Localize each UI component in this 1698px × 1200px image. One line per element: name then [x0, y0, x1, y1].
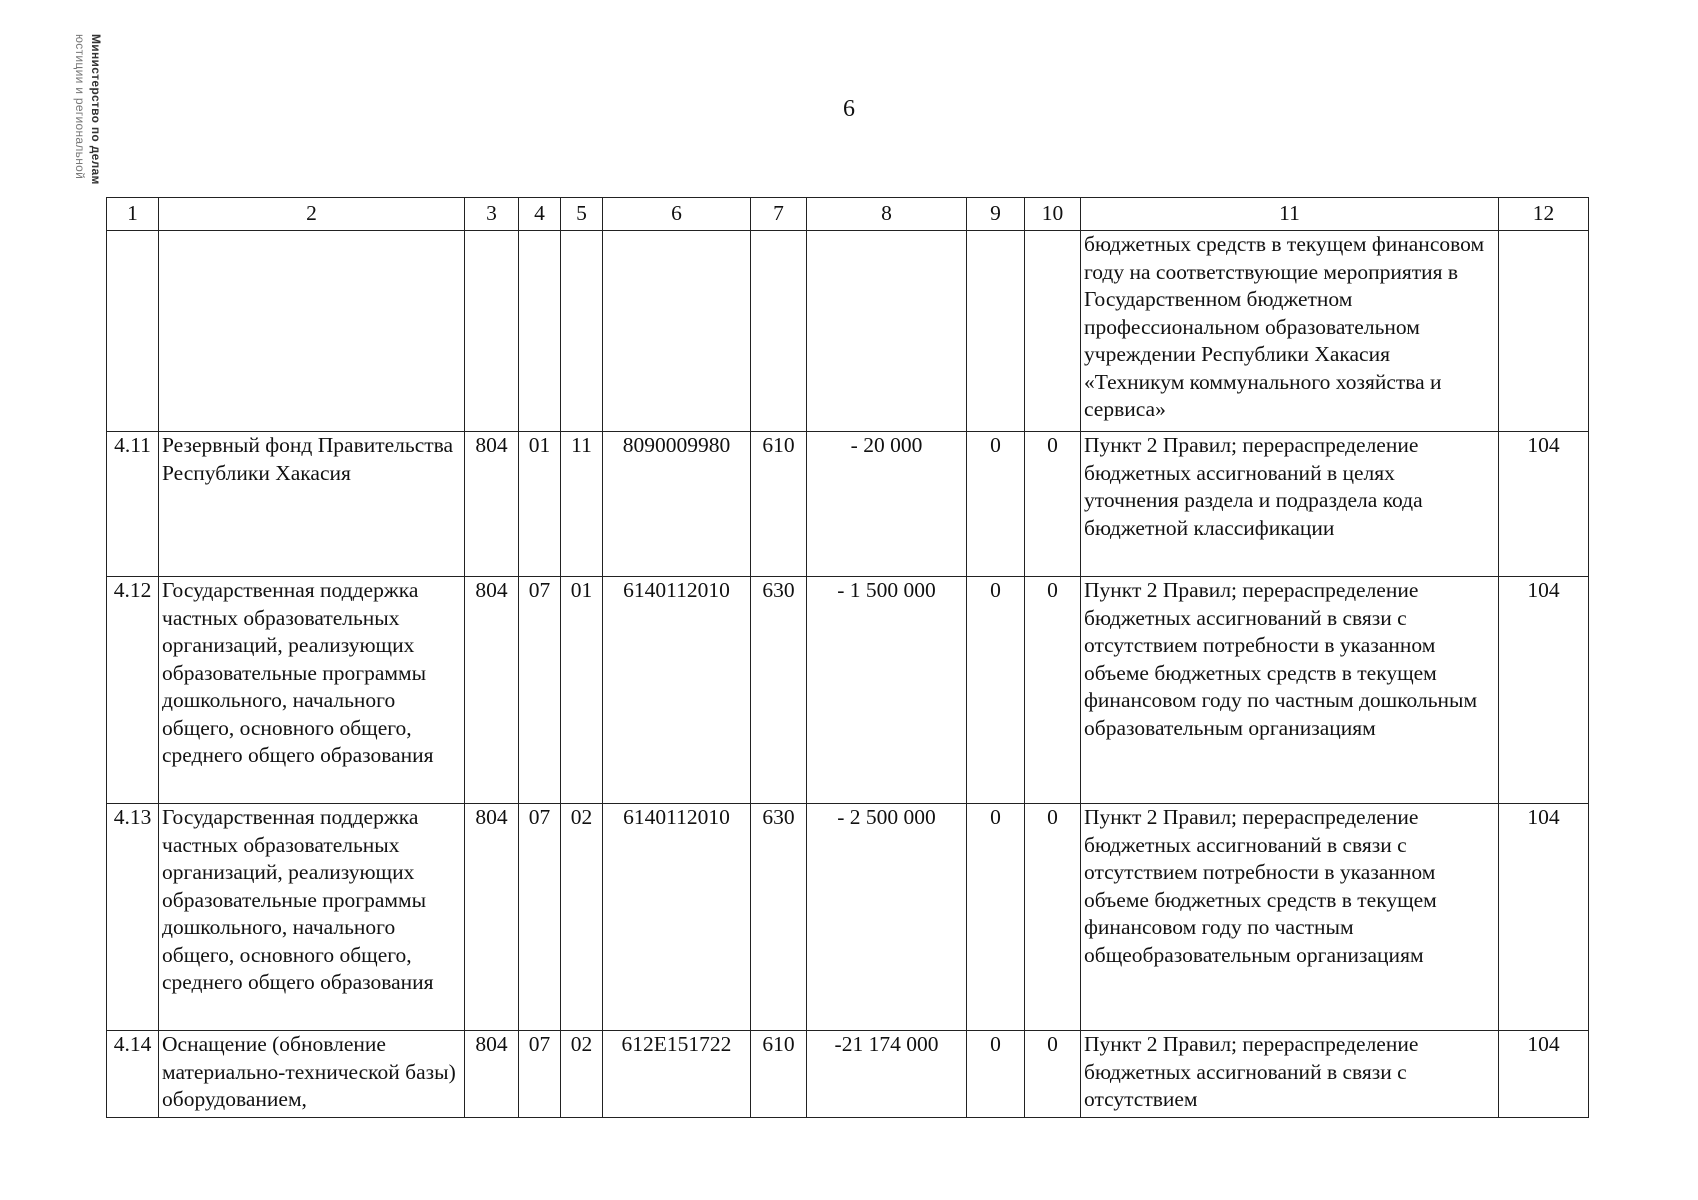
column-header: 9	[967, 198, 1025, 231]
basis-cell: Пункт 2 Правил; перераспределение бюджетных ассигнований в связи с отсутствием потребности в указанном объеме бюджетных средств в текущем финансовом году по частным дошкольным образовательным организациям	[1081, 577, 1499, 804]
amount-cell: 0	[1025, 1031, 1081, 1118]
cell	[107, 231, 159, 432]
table-row	[107, 1031, 1589, 1118]
name-cell: Государственная поддержка частных образовательных организаций, реализующих образовательные программы дошкольного, начального общего, основного общего, среднего общего образования	[159, 804, 465, 1031]
row-number-cell: 4.13	[107, 804, 159, 1031]
table-row	[107, 432, 1589, 577]
table-row	[107, 804, 1589, 1031]
amount-cell: -21 174 000	[807, 1031, 967, 1118]
column-header: 4	[519, 198, 561, 231]
name-cell: Государственная поддержка частных образовательных организаций, реализующих образовательные программы дошкольного, начального общего, основного общего, среднего общего образования	[159, 577, 465, 804]
basis-cell: бюджетных средств в текущем финансовом году на соответствующие мероприятия в Государственном бюджетном профессиональном образовательном учреждении Республики Хакасия «Техникум коммунального хозяйства и сервиса»	[1081, 231, 1499, 432]
code-cell: 11	[561, 432, 603, 577]
column-header: 10	[1025, 198, 1081, 231]
column-header: 5	[561, 198, 603, 231]
cell	[1025, 231, 1081, 432]
cell	[561, 231, 603, 432]
code-cell: 104	[1499, 577, 1589, 804]
code-cell: 630	[751, 804, 807, 1031]
code-cell: 804	[465, 577, 519, 804]
column-header: 11	[1081, 198, 1499, 231]
stamp-line: Министерство по делам	[89, 34, 103, 185]
amount-cell: 0	[1025, 577, 1081, 804]
amount-cell: - 2 500 000	[807, 804, 967, 1031]
amount-cell: 0	[1025, 804, 1081, 1031]
code-cell: 804	[465, 1031, 519, 1118]
code-cell: 612E151722	[603, 1031, 751, 1118]
row-number-cell: 4.12	[107, 577, 159, 804]
cell	[519, 231, 561, 432]
basis-cell: Пункт 2 Правил; перераспределение бюджетных ассигнований в связи с отсутствием	[1081, 1031, 1499, 1118]
basis-cell: Пункт 2 Правил; перераспределение бюджетных ассигнований в целях уточнения раздела и подраздела кода бюджетной классификации	[1081, 432, 1499, 577]
amount-cell: - 20 000	[807, 432, 967, 577]
code-cell: 104	[1499, 1031, 1589, 1118]
cell	[159, 231, 465, 432]
amount-cell: 0	[967, 577, 1025, 804]
code-cell: 8090009980	[603, 432, 751, 577]
code-cell: 610	[751, 1031, 807, 1118]
code-cell: 01	[561, 577, 603, 804]
column-header: 1	[107, 198, 159, 231]
amount-cell: 0	[967, 1031, 1025, 1118]
amount-cell: 0	[967, 432, 1025, 577]
code-cell: 07	[519, 804, 561, 1031]
name-cell: Оснащение (обновление материально-технической базы) оборудованием,	[159, 1031, 465, 1118]
cell	[465, 231, 519, 432]
column-header: 2	[159, 198, 465, 231]
code-cell: 104	[1499, 432, 1589, 577]
table-header-row	[107, 198, 1589, 231]
cell	[751, 231, 807, 432]
code-cell: 07	[519, 577, 561, 804]
code-cell: 804	[465, 804, 519, 1031]
page-number: 6	[843, 96, 855, 122]
code-cell: 804	[465, 432, 519, 577]
column-header: 3	[465, 198, 519, 231]
basis-cell: Пункт 2 Правил; перераспределение бюджетных ассигнований в связи с отсутствием потребности в указанном объеме бюджетных средств в текущем финансовом году по частным общеобразовательным организациям	[1081, 804, 1499, 1031]
budget-table	[106, 197, 1589, 1118]
column-header: 7	[751, 198, 807, 231]
cell	[807, 231, 967, 432]
table-row	[107, 577, 1589, 804]
row-number-cell: 4.14	[107, 1031, 159, 1118]
code-cell: 01	[519, 432, 561, 577]
stamp-line: юстиции и региональной	[73, 34, 87, 180]
amount-cell: 0	[967, 804, 1025, 1031]
code-cell: 6140112010	[603, 577, 751, 804]
code-cell: 07	[519, 1031, 561, 1118]
row-number-cell: 4.11	[107, 432, 159, 577]
column-header: 12	[1499, 198, 1589, 231]
column-header: 6	[603, 198, 751, 231]
column-header: 8	[807, 198, 967, 231]
registration-stamp	[34, 34, 104, 240]
code-cell: 630	[751, 577, 807, 804]
cell	[967, 231, 1025, 432]
amount-cell: - 1 500 000	[807, 577, 967, 804]
amount-cell: 0	[1025, 432, 1081, 577]
cell	[1499, 231, 1589, 432]
table-row-continuation	[107, 231, 1589, 432]
code-cell: 02	[561, 1031, 603, 1118]
name-cell: Резервный фонд Правительства Республики Хакасия	[159, 432, 465, 577]
cell	[603, 231, 751, 432]
code-cell: 6140112010	[603, 804, 751, 1031]
code-cell: 02	[561, 804, 603, 1031]
code-cell: 104	[1499, 804, 1589, 1031]
code-cell: 610	[751, 432, 807, 577]
